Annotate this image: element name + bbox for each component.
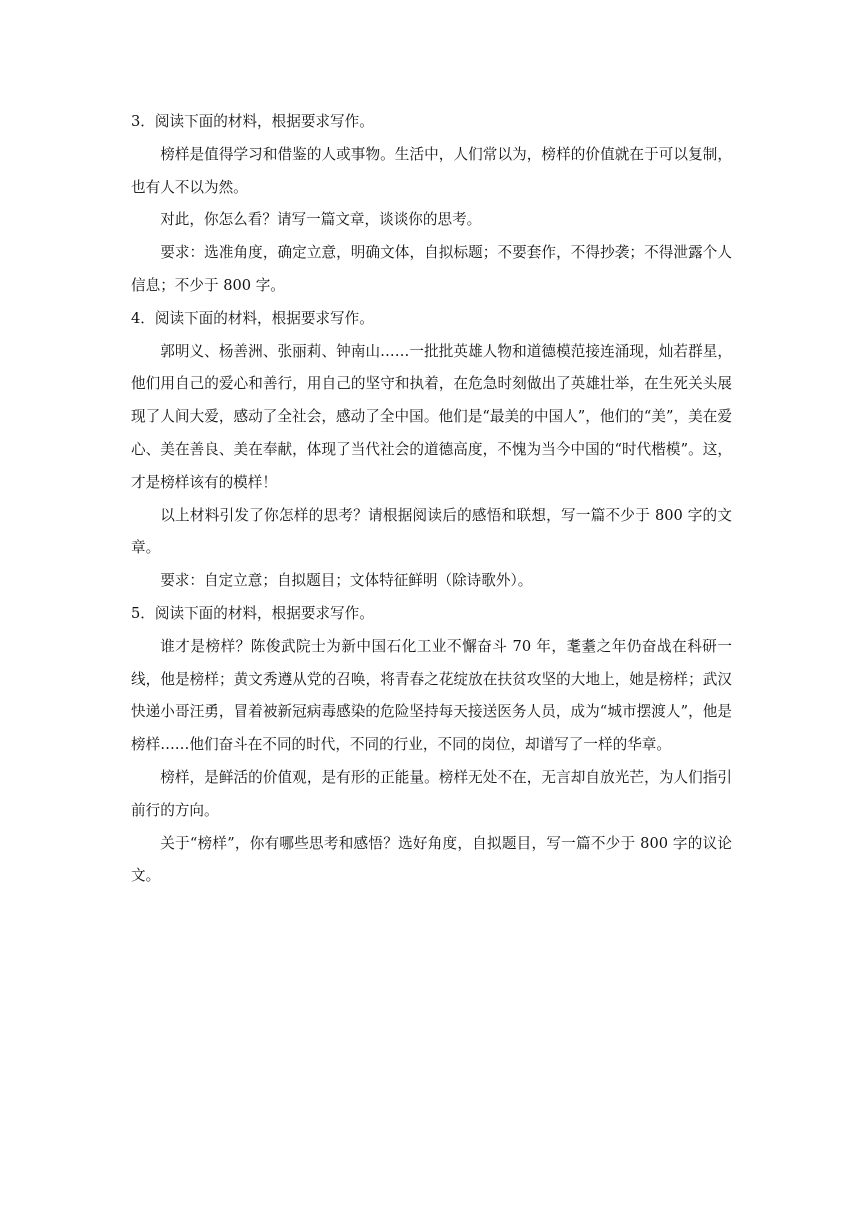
question-5 <box>131 598 732 893</box>
prompt-paragraph: 关于“榜样”，你有哪些思考和感悟？选好角度，自拟题目，写一篇不少于 800 字的议论文。 <box>131 834 732 885</box>
material-paragraph: 榜样是值得学习和借鉴的人或事物。生活中，人们常以为，榜样的价值就在于可以复制，也有人不以为然。 <box>131 145 732 196</box>
prompt-paragraph: 对此，你怎么看？请写一篇文章，谈谈你的思考。 <box>160 211 482 229</box>
question-heading: 5．阅读下面的材料，根据要求写作。 <box>131 604 374 622</box>
prompt-paragraph: 以上材料引发了你怎样的思考？请根据阅读后的感悟和联想，写一篇不少于 800 字的文章。 <box>131 506 732 557</box>
question-3 <box>131 106 732 303</box>
requirements-paragraph: 要求：选准角度，确定立意，明确文体，自拟标题；不要套作，不得抄袭；不得泄露个人信息；不少于 800 字。 <box>131 244 732 294</box>
document-body <box>131 106 732 893</box>
question-4 <box>131 303 732 598</box>
question-heading: 4．阅读下面的材料，根据要求写作。 <box>131 309 374 327</box>
question-heading: 3．阅读下面的材料，根据要求写作。 <box>131 113 374 130</box>
requirements-paragraph: 要求：自定立意；自拟题目；文体特征鲜明（除诗歌外）。 <box>160 572 533 590</box>
material-paragraph: 郭明义、杨善洲、张丽莉、钟南山……一批批英雄人物和道德模范接连涌现，灿若群星，他们用自己的爱心和善行，用自己的坚守和执着，在危急时刻做出了英雄壮举，在生死关头展现了人间大爱，感动了全社会，感动了全中国。他们是“最美的中国人”，他们的“美”，美在爱心、美在善良、美在奉献，体现了当代社会的道德高度，不愧为当今中国的“时代楷模”。这，才是榜样该有的模样！ <box>131 342 732 491</box>
material-paragraph: 谁才是榜样？陈俊武院士为新中国石化工业不懈奋斗 70 年，耄耋之年仍奋战在科研一线，他是榜样；黄文秀遵从党的召唤，将青春之花绽放在扶贫攻坚的大地上，她是榜样；武汉快递小哥汪勇，冒着被新冠病毒感染的危险坚持每天接送医务人员，成为“城市摆渡人”，他是榜样……他们奋斗在不同的时代，不同的行业，不同的岗位，却谱写了一样的华章。 <box>131 637 732 754</box>
material-paragraph: 榜样，是鲜活的价值观，是有形的正能量。榜样无处不在，无言却自放光芒，为人们指引前行的方向。 <box>131 768 732 819</box>
